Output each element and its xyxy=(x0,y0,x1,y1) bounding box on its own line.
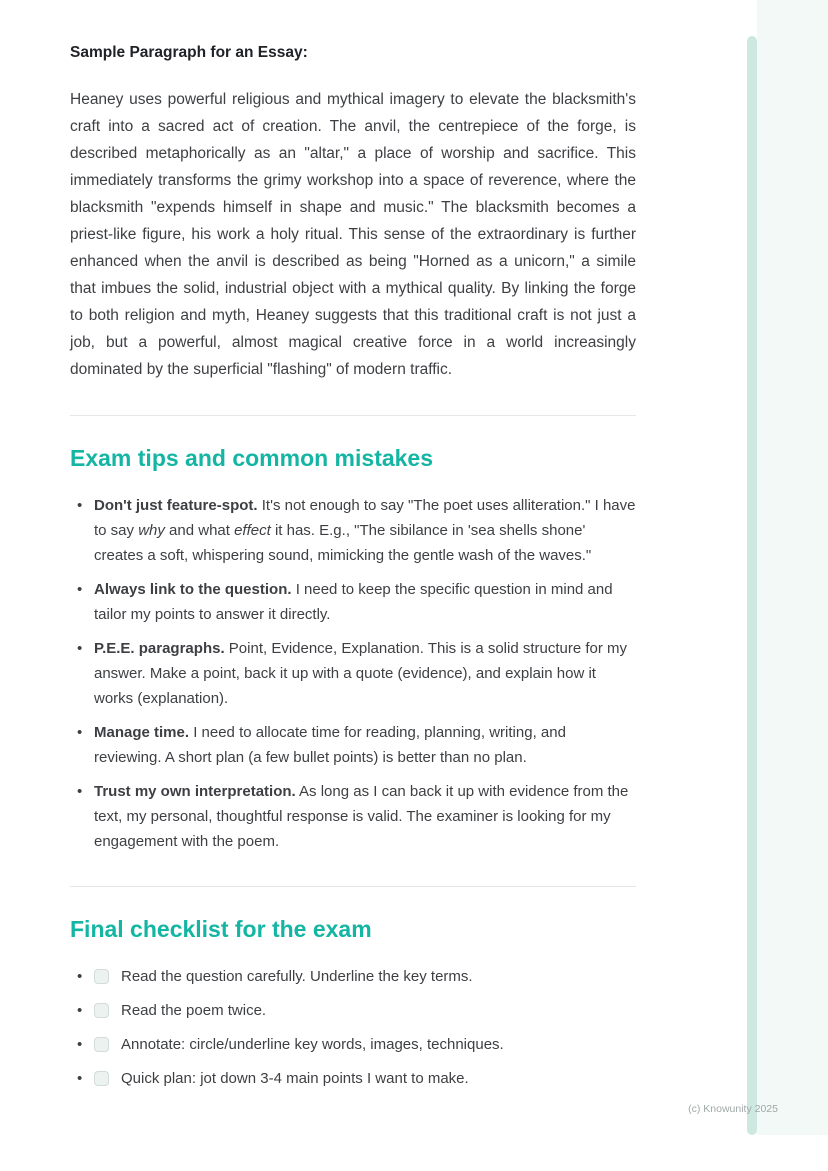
checklist-item-label: Annotate: circle/underline key words, images, techniques. xyxy=(121,1036,504,1053)
checkbox-unchecked[interactable] xyxy=(94,1037,109,1052)
checkbox-unchecked[interactable] xyxy=(94,969,109,984)
tip-text xyxy=(94,779,636,854)
checkbox-unchecked[interactable] xyxy=(94,1003,109,1018)
copyright-text: (c) Knowunity 2025 xyxy=(688,1103,778,1115)
checklist-item xyxy=(70,998,636,1023)
text-segment: P.E.E. paragraphs. xyxy=(94,640,225,657)
text-segment: effect xyxy=(234,522,271,539)
text-segment: why xyxy=(138,522,165,539)
text-segment: It's not enough to say "The poet uses alliteration." I have to say xyxy=(94,497,636,539)
tip-item xyxy=(70,636,636,711)
bullet-marker xyxy=(70,636,94,711)
tip-text xyxy=(94,720,636,770)
checkbox-unchecked[interactable] xyxy=(94,1071,109,1086)
text-segment: Manage time. xyxy=(94,724,190,741)
tip-text xyxy=(94,636,636,711)
bullet-marker xyxy=(70,493,94,568)
final-checklist xyxy=(70,964,636,1091)
exam-tips-heading: Exam tips and common mistakes xyxy=(70,445,434,471)
text-segment: and what xyxy=(164,522,235,539)
checklist-item-label: Read the poem twice. xyxy=(121,1002,267,1019)
text-segment: Always link to the question. xyxy=(94,581,292,598)
bullet-marker xyxy=(70,779,94,854)
tip-item xyxy=(70,493,636,568)
scrollbar-track[interactable] xyxy=(747,36,757,1135)
checklist-item xyxy=(70,964,636,989)
text-segment: I need to allocate time for reading, planning, writing, and reviewing. A short plan (a few bullet points) is better than no plan. xyxy=(94,724,566,766)
checklist-item-label: Quick plan: jot down 3-4 main points I want to make. xyxy=(121,1070,469,1087)
text-segment: Don't just feature-spot. xyxy=(94,497,258,514)
bullet-marker xyxy=(70,720,94,770)
tip-item xyxy=(70,577,636,627)
text-segment: Trust my own interpretation. xyxy=(94,783,296,800)
bullet-marker xyxy=(70,964,94,989)
bullet-marker xyxy=(70,577,94,627)
tip-item xyxy=(70,779,636,854)
tip-text xyxy=(94,577,636,627)
text-segment: it has. E.g., "The sibilance in 'sea shells shone' creates a soft, whispering sound, mimicking the gentle wash of the waves." xyxy=(94,522,592,564)
text-segment: As long as I can back it up with evidence from the text, my personal, thoughtful response is valid. The examiner is looking for my engagement with the poem. xyxy=(94,783,629,850)
exam-tips-list xyxy=(70,493,636,854)
page-right-gutter xyxy=(757,0,828,1135)
section-divider xyxy=(70,415,636,416)
document-content xyxy=(70,0,636,1100)
sample-paragraph-text: Heaney uses powerful religious and mythical imagery to elevate the blacksmith's craft into a sacred act of creation. The anvil, the centrepiece of the forge, is described metaphorically as an "altar," a place of worship and sacrifice. This immediately transforms the grimy workshop into a space of reverence, where the blacksmith "expends himself in shape and music." The blacksmith becomes a priest-like figure, his work a holy ritual. This sense of the extraordinary is further enhanced when the anvil is described as being "Horned as a unicorn," a simile that imbues the solid, industrial object with a mythical quality. By linking the forge to both religion and myth, Heaney suggests that this traditional craft is not just a job, but a powerful, almost magical creative force in a world increasingly dominated by the superficial "flashing" of modern traffic. xyxy=(70,91,636,378)
text-segment: Point, Evidence, Explanation. This is a solid structure for my answer. Make a point, back it up with a quote (evidence), and explain how it works (explanation). xyxy=(94,640,628,707)
bullet-marker xyxy=(70,998,94,1023)
checklist-item xyxy=(70,1032,636,1057)
tip-item xyxy=(70,720,636,770)
text-segment: I need to keep the specific question in mind and tailor my points to answer it directly. xyxy=(94,581,613,623)
final-checklist-heading: Final checklist for the exam xyxy=(70,916,372,942)
sample-paragraph-heading: Sample Paragraph for an Essay: xyxy=(70,44,308,61)
section-divider xyxy=(70,886,636,887)
tip-text xyxy=(94,493,636,568)
bullet-marker xyxy=(70,1032,94,1057)
checklist-item xyxy=(70,1066,636,1091)
bullet-marker xyxy=(70,1066,94,1091)
checklist-item-label: Read the question carefully. Underline the key terms. xyxy=(121,968,473,985)
